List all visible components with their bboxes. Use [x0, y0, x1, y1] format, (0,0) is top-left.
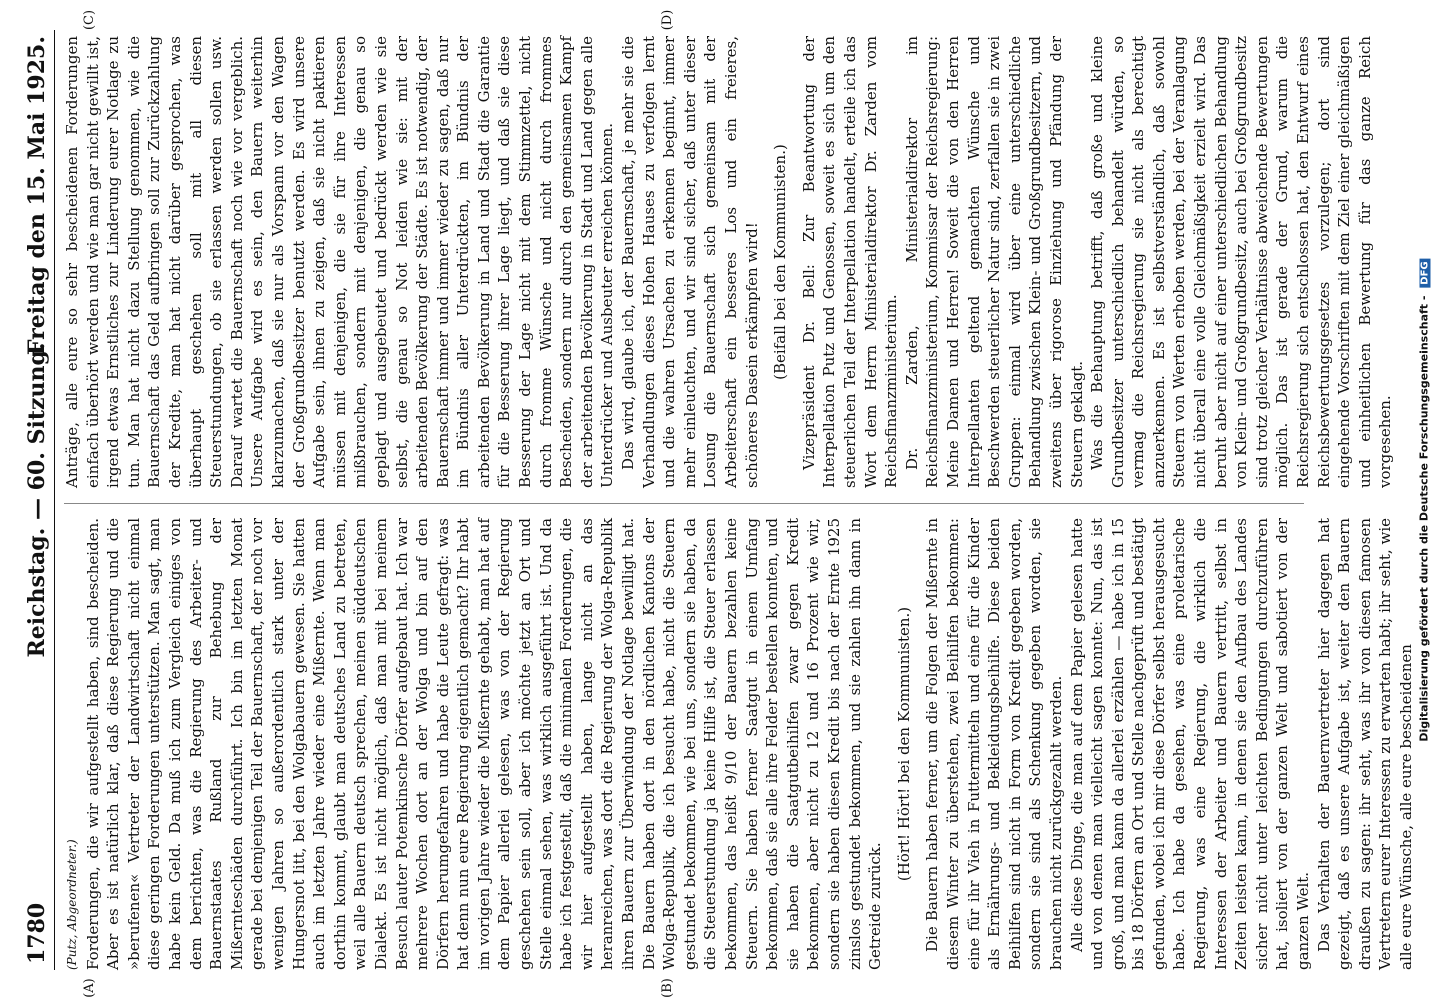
- left-column: [62, 518, 1417, 970]
- paragraph: Forderungen, die wir aufgestellt haben, sind bescheiden. Aber es ist natürlich klar, daß diese Regierung und die »berufenen« Vertreter der Landwirtschaft nicht einmal diese geringen Forderungen unterstützen. Man sagt, man habe kein Geld. Da muß ich zum Vergleich einiges von dem berichten, was die Regierung des Arbeiter- und Bauernstaates Rußland zur Behebung der Mißernteschäden durchführt. Ich bin im letzten Monat gerade bei demjenigen Teil der Bauernschaft, der noch vor wenigen Jahren so außerordentlich stark unter der Hungersnot litt, bei den Wolgabauern gewesen. Sie hatten auch im letzten Jahre wieder eine Mißernte. Wenn man dorthin kommt, glaubt man deutsches Land zu betreten, weil alle Bauern deutsch sprechen, meinen süddeutschen Dialekt. Es ist nicht möglich, daß man mit bei meinem Besuch lauter Potemkinsche Dörfer aufgebaut hat. Ich war mehrere Wochen dort an der Wolga und bin auf den Dörfern herumgefahren und habe die Leute gefragt: was hat denn nun eure Regierung eigentlich gemacht? Ihr habt im vorigen Jahre wieder die Mißernte gehabt, man hat auf dem Papier allerlei gelesen, was von der Regierung geschehen sein soll, aber ich möchte jetzt an Ort und Stelle einmal sehen, was wirklich ausgeführt ist. Und da habe ich festgestellt, daß die minimalen Forderungen, die wir hier aufgestellt haben, lange nicht an das heranreichen, was dort die Regierung der Wolga-Republik ihren Bauern zur Überwindung der Notlage bewilligt hat. Die Bauern haben dort in den nördlichen Kantons der Wolga-Republik, die ich besucht habe, nicht die Steuern gestundet bekommen, wie bei uns, sondern sie haben, da die Steuerstundung ja keine Hilfe ist, die Steuer erlassen bekommen, das heißt 9/10 der Bauern bezahlen keine Steuern. Sie haben ferner Saatgut in einem Umfang bekommen, daß sie alle ihre Felder bestellen konnten, und sie haben die Saatgutbeihilfen zwar gegen Kredit bekommen, aber nicht zu 12 und 16 Prozent wie wir, sondern sie haben diesen Kredit bis nach der Ernte 1925 zinslos gestundet bekommen, und sie zahlen ihn dann in Getreide zurück.: [83, 518, 885, 970]
- margin-marker-b: (B): [660, 978, 675, 998]
- paragraph: Alle diese Dinge, die man auf dem Papier gelesen hatte und von denen man vielleicht sagen konnte: Nun, das ist groß, und man kann da allerlei erzählen — habe ich in 15 bis 18 Dörfern an Ort und Stelle nachgeprüft und bestätigt gefunden, wobei ich mir diese Dörfer selbst herausgesucht habe. Ich habe da gesehen, was eine proletarische Regierung, was eine Regierung, die wirklich die Interessen der Arbeiter und Bauern vertritt, selbst in Zeiten leisten kann, in denen sie den Aufbau des Landes sicher nicht unter leichten Bedingungen durchzuführen hat, isoliert von der ganzen Welt und sabotiert von der ganzen Welt.: [1067, 518, 1313, 970]
- right-column: [62, 36, 1396, 488]
- page-date: Freitag den 15. Mai 1925.: [24, 36, 50, 356]
- margin-marker-c: (C): [82, 9, 97, 31]
- margin-marker-a: (A): [82, 978, 97, 998]
- funding-note-text: Digitalisierung gefördert durch die Deutsche Forschungsgemeinschaft -: [1417, 295, 1431, 742]
- interjection: (Hört! Hört! bei den Kommunisten.): [894, 606, 913, 882]
- column-divider: [64, 503, 1304, 504]
- paragraph: Was die Behauptung betrifft, daß große und kleine Grundbesitzer unterschiedlich behandelt würden, so vermag die Reichsregierung sie nicht als berechtigt anzuerkennen. Es ist selbstverständlich, daß sowohl Steuern von Werten erhoben werden, bei der Veranlagung nicht überall eine volle Gleichmäßigkeit erzielt wird. Das beruht aber nicht auf einer unterschiedlichen Behandlung von Klein- und Großgrundbesitz, auch bei Großgrundbesitz sind trotz gleicher Verhältnisse abweichende Bewertungen möglich. Das ist gerade der Grund, warum die Reichsregierung sich entschlossen hat, den Entwurf eines Reichsbewertungsgesetzes vorzulegen; dort sind eingehende Vorschriften mit dem Ziel einer gleichmäßigen und einheitlichen Bewertung für das ganze Reich vorgesehen.: [1088, 36, 1395, 488]
- paragraph: Dr. Zarden, Ministerialdirektor im Reichsfinanzministerium, Kommissar der Reichsregierung: Meine Damen und Herren! Soweit die von den Herren Interpellanten geltend gemachten Wünsche und Beschwerden steuerlicher Natur sind, zerfallen sie in zwei Gruppen: einmal wird über eine unterschiedliche Behandlung zwischen Klein- und Großgrundbesitzern, und zweitens über rigorose Einziehung und Pfändung der Steuern geklagt.: [902, 36, 1086, 488]
- page-header: [20, 30, 55, 970]
- paragraph: Das Verhalten der Bauernvertreter hier dagegen hat gezeigt, daß es unsere Aufgabe ist, weiter den Bauern draußen zu sagen: ihr seht, was ihr von diesen famosen Vertretern eurer Interessen zu erwarten habt; ihr seht, wie alle eure Wünsche, alle eure bescheidenen: [1314, 518, 1415, 970]
- document-page: [20, 9, 1415, 998]
- speaker-line: (Putz, Abgeordneter.): [65, 839, 79, 970]
- funding-note: [1414, 0, 1434, 1000]
- page-title: Reichstag. — 60. Sitzung.: [24, 342, 50, 658]
- paragraph: Anträge, alle eure so sehr bescheidenen Forderungen einfach überhört werden und wie man gar nicht gewillt ist, irgend etwas Ernstliches zur Linderung eurer Notlage zu tun. Man hat nicht dazu Stellung genommen, wie die Bauernschaft das Geld aufbringen soll zur Zurückzahlung der Kredite, man hat nicht darüber gesprochen, was überhaupt geschehen soll mit all diesen Steuerstundungen, ob sie erlassen werden sollen usw. Darauf wartet die Bauernschaft noch wie vor vergeblich. Unsere Aufgabe wird es sein, den Bauern weiterhin klarzumachen, daß sie nur als Vorspann vor den Wagen der Großgrundbesitzer benutzt werden. Es wird unsere Aufgabe sein, ihnen zu zeigen, daß sie nicht paktieren müssen mit denjenigen, die sie für ihre Interessen mißbrauchen, sondern mit denjenigen, die genau so geplagt und ausgebeutet und bedrückt werden wie sie selbst, die genau so Not leiden wie sie: mit der arbeitenden Bevölkerung der Städte. Es ist notwendig, der Bauernschaft immer und immer wieder zu sagen, daß nur im Bündnis aller Unterdrückten, im Bündnis der arbeitenden Bevölkerung in Land und Stadt die Garantie für die Besserung ihrer Lage liegt, und daß sie diese Besserung der Lage nicht mit dem Stimmzettel, nicht durch fromme Wünsche und nicht durch frommes Bescheiden, sondern nur durch den gemeinsamen Kampf der arbeitenden Bevölkerung in Stadt und Land gegen alle Unterdrücker und Ausbeuter erreichen können.: [63, 36, 617, 488]
- dfg-logo: DFG: [1420, 258, 1431, 287]
- margin-marker-d: (D): [660, 9, 675, 31]
- page-number: 1780: [24, 902, 50, 964]
- paragraph: Das wird, glaube ich, der Bauernschaft, je mehr sie die Verhandlungen dieses Hohen Hauses zu verfolgen lernt und die wahren Ursachen zu erkennen beginnt, immer mehr einleuchten, und wir sind sicher, daß unter dieser Losung die Bauernschaft sich gemeinsam mit der Arbeiterschaft ein besseres Los und ein freieres, schöneres Dasein erkämpfen wird!: [619, 36, 761, 488]
- paragraph: Vizepräsident Dr. Bell: Zur Beantwortung der Interpellation Putz und Genossen, soweit es sich um den steuerlichen Teil der Interpellation handelt, erteile ich das Wort dem Herrn Ministerialdirektor Dr. Zarden vom Reichsfinanzministerium.: [799, 36, 901, 488]
- paragraph: Die Bauern haben ferner, um die Folgen der Mißernte in diesem Winter zu überstehen, zwei Beihilfen bekommen: eine für ihr Vieh in Futtermitteln und eine für die Kinder als Ernährungs- und Bekleidungsbeihilfe. Diese beiden Beihilfen sind nicht in Form von Kredit gegeben worden, sondern sie sind als Schenkung gegeben worden, sie brauchen nicht zurückgezahlt werden.: [923, 518, 1065, 970]
- interjection: (Beifall bei den Kommunisten.): [771, 144, 790, 380]
